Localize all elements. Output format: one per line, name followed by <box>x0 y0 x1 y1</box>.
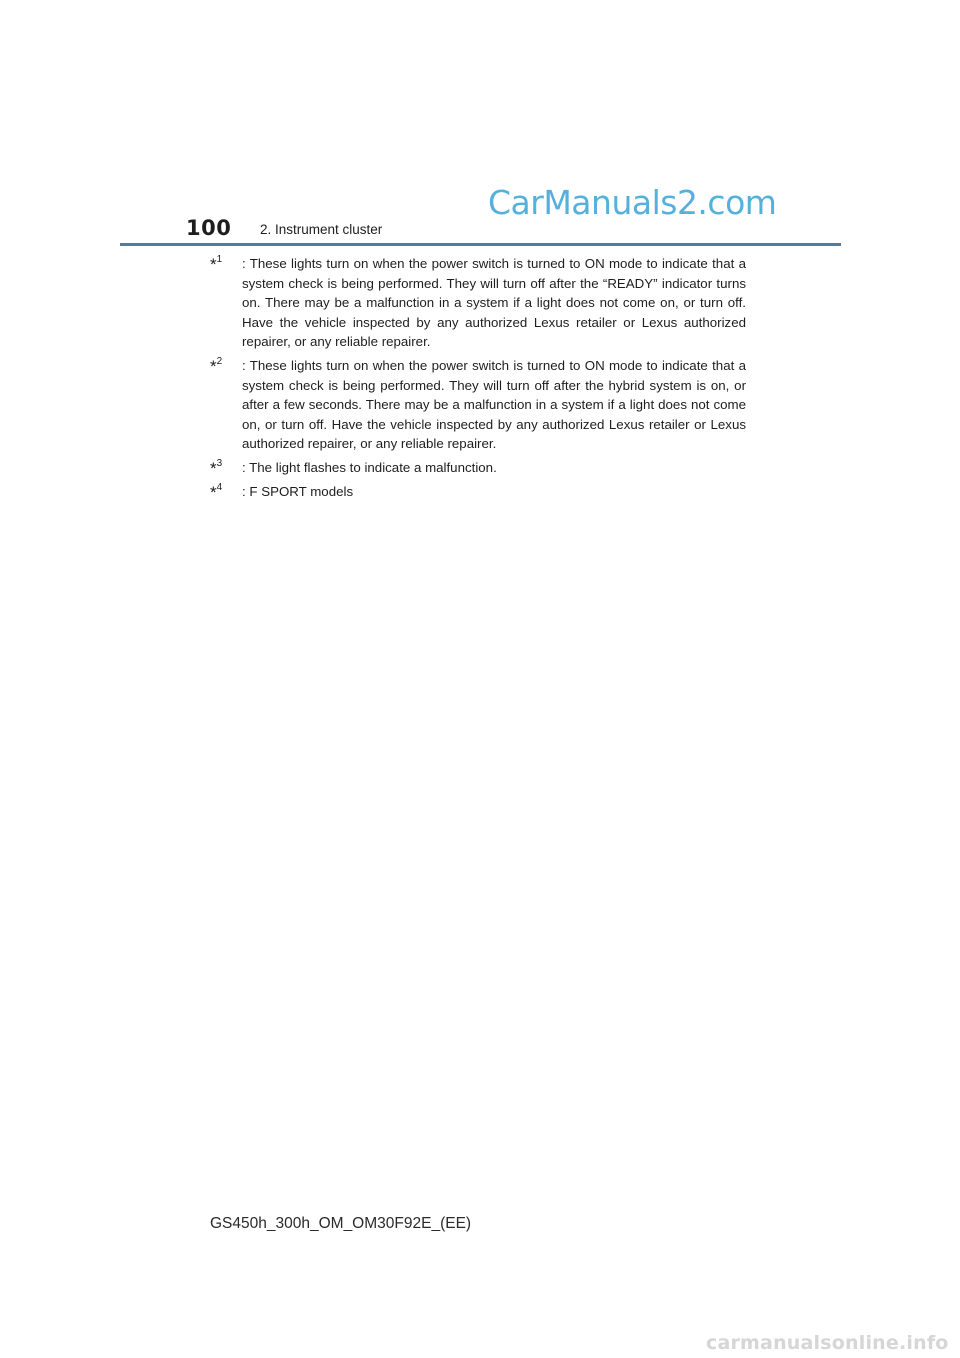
footnote-number: 2 <box>216 355 223 367</box>
footnote-asterisk: * <box>210 356 217 376</box>
page-number: 100 <box>186 216 232 240</box>
document-code: GS450h_300h_OM_OM30F92E_(EE) <box>210 1215 472 1232</box>
footnote-asterisk: * <box>210 482 217 502</box>
footnote-1 <box>210 254 746 352</box>
footnote-text: : The light flashes to indicate a malfunction. <box>242 459 497 475</box>
footnote-text: : These lights turn on when the power switch is turned to ON mode to indicate that a system check is being performed. They will turn off after the “READY” indicator turns on. There may be a malfunction in a system if a light does not come on, or turn off. Have the vehicle inspected by any authorized Lexus retailer or Lexus authorized repairer, or any reliable repairer. <box>242 256 746 350</box>
footnote-marker <box>210 254 242 276</box>
footnote-asterisk: * <box>210 458 217 478</box>
header-divider <box>120 243 841 246</box>
footnote-text: : F SPORT models <box>242 483 354 499</box>
footnote-4 <box>210 482 746 502</box>
footnote-number: 4 <box>216 481 223 493</box>
footnote-asterisk: * <box>210 255 217 274</box>
footnote-marker <box>210 458 242 480</box>
watermark-bottom: carmanualsonline.info <box>706 1332 949 1354</box>
footnote-number: 1 <box>216 254 223 265</box>
footnote-2 <box>210 356 746 454</box>
footnote-list <box>210 254 746 505</box>
section-title: 2. Instrument cluster <box>260 222 383 237</box>
footnote-marker <box>210 482 242 504</box>
footnote-number: 3 <box>216 457 223 469</box>
footnote-text: : These lights turn on when the power switch is turned to ON mode to indicate that a system check is being performed. They will turn off after the hybrid system is on, or after a few seconds. There may be a malfunction in a system if a light does not come on, or turn off. Have the vehicle inspected by any authorized Lexus retailer or Lexus authorized repairer, or any reliable repairer. <box>242 357 746 452</box>
footnote-3 <box>210 458 746 478</box>
watermark-top: CarManuals2.com <box>488 183 777 222</box>
footnote-marker <box>210 356 242 378</box>
